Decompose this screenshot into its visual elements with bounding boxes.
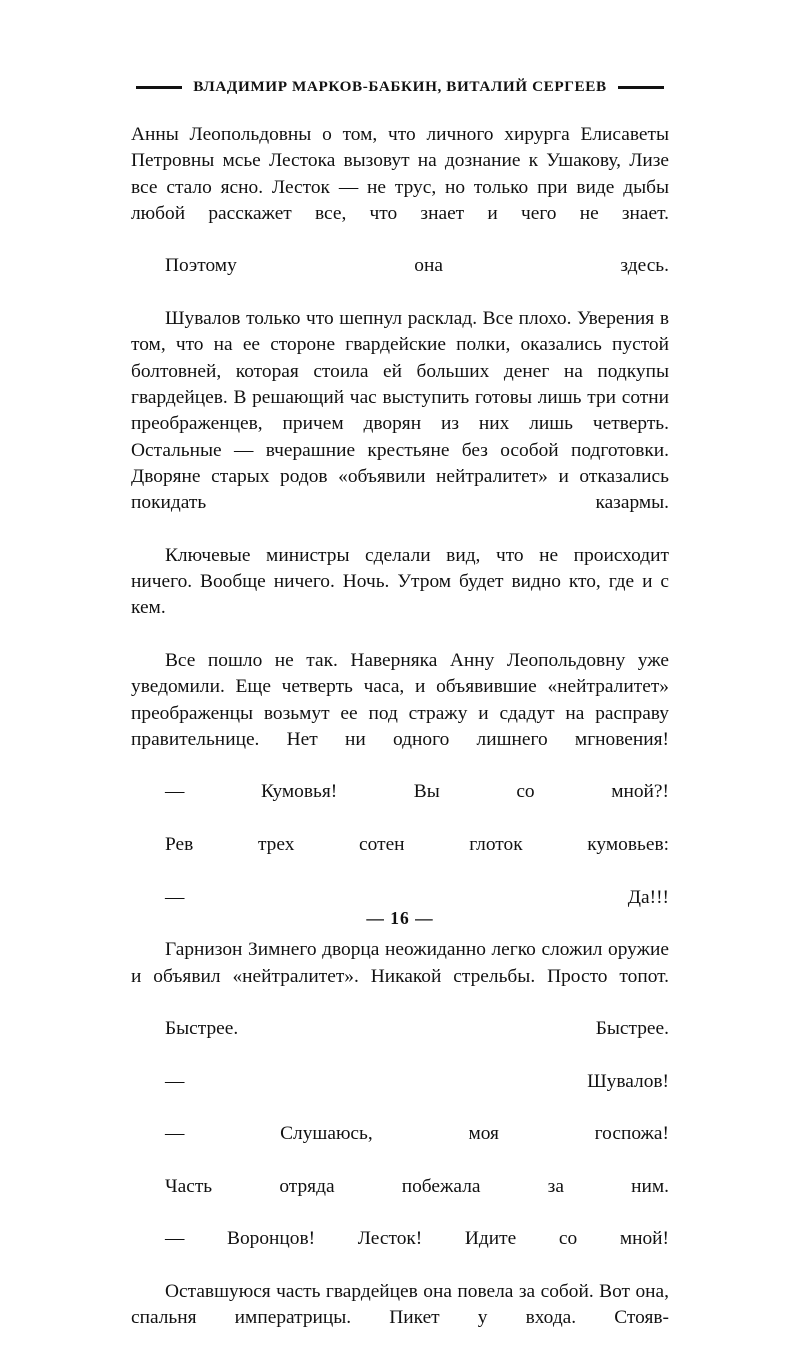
paragraph: Поэтому она здесь. (165, 255, 669, 277)
running-head-rule-left (136, 86, 182, 89)
paragraph: — Кумовья! Вы со мной?! (165, 781, 669, 803)
paragraph: Часть отряда побежала за ним. (165, 1175, 669, 1197)
running-head (131, 78, 669, 96)
paragraph: — Да!!! (165, 886, 669, 908)
paragraph: Оставшуюся часть гвардейцев она повела за собой. Вот она, спальня императрицы. Пикет у входа. Стояв- (131, 1281, 669, 1329)
paragraph: Анны Леопольдовны о том, что личного хирурга Елисаветы Петровны мсье Лестока вызовут на дознание к Ушакову, Лизе все стало ясно. Лесток — не трус, но только при виде дыбы любой расскажет все, что знает и чего не знает. (131, 124, 669, 224)
page-number: — 16 — (366, 908, 434, 928)
page-content (131, 78, 669, 1358)
running-head-title: ВЛАДИМИР МАРКОВ-БАБКИН, ВИТАЛИЙ СЕРГЕЕВ (193, 78, 607, 95)
body-text (131, 122, 669, 1358)
paragraph: Быстрее. Быстрее. (165, 1018, 669, 1040)
paragraph: Шувалов только что шепнул расклад. Все плохо. Уверения в том, что на ее стороне гвардейские полки, оказались пустой болтовней, которая стоила ей больших денег на подкупы гвардейцев. В решающий час выступить готовы лишь три сотни преображенцев, причем дворян из них лишь четверть. Остальные — вчерашние крестьяне без особой подготовки. Дворяне старых родов «объявили нейтралитет» и отказались покидать казармы. (131, 308, 669, 514)
paragraph: — Шувалов! (165, 1070, 669, 1092)
paragraph: Рев трех сотен глоток кумовьев: (165, 834, 669, 856)
paragraph: — Слушаюсь, моя госпожа! (165, 1123, 669, 1145)
paragraph: Ключевые министры сделали вид, что не происходит ничего. Вообще ничего. Ночь. Утром будет видно кто, где и с кем. (131, 544, 669, 619)
paragraph: — Воронцов! Лесток! Идите со мной! (165, 1228, 669, 1250)
running-head-rule-right (618, 86, 664, 89)
paragraph: Гарнизон Зимнего дворца неожиданно легко сложил оружие и объявил «нейтралитет». Никакой стрельбы. Просто топот. (131, 939, 669, 987)
paragraph: Все пошло не так. Наверняка Анну Леопольдовну уже уведомили. Еще четверть часа, и объявившие «нейтралитет» преображенцы возьмут ее под стражу и сдадут на расправу правительнице. Нет ни одного лишнего мгновения! (131, 649, 669, 750)
